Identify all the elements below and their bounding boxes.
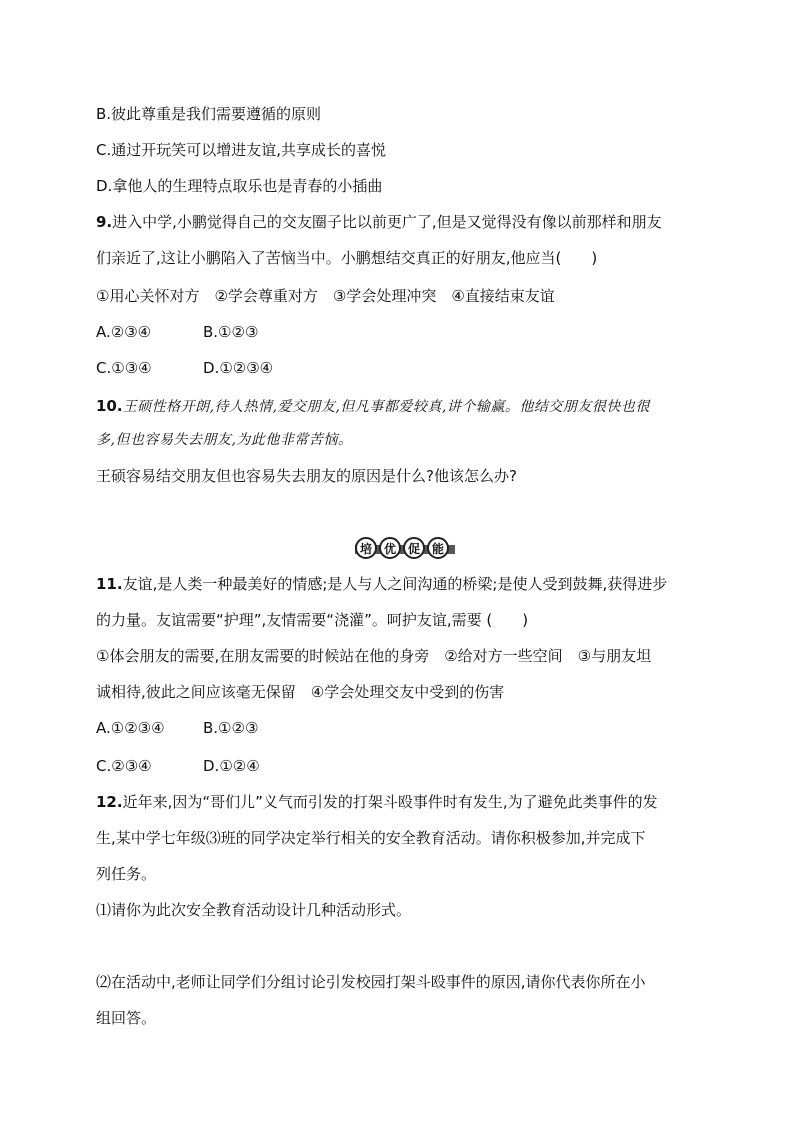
question-11-option-a[interactable]: A.①②③④ xyxy=(96,719,165,737)
question-12-line1 xyxy=(96,792,658,812)
option-b-prev: B.彼此尊重是我们需要遵循的原则 xyxy=(96,105,322,123)
question-12-sub1: ⑴请你为此次安全教育活动设计几种活动形式。 xyxy=(96,901,412,919)
question-11-option-c[interactable]: C.②③④ xyxy=(96,757,152,775)
question-11-line2: 的力量。友谊需要“护理”,友情需要“浇灌”。呵护友谊,需要 ( ) xyxy=(96,611,529,629)
question-9-statements: ①用心关怀对方 ②学会尊重对方 ③学会处理冲突 ④直接结束友谊 xyxy=(96,287,555,305)
question-12-sub2-line1: ⑵在活动中,老师让同学们分组讨论引发校园打架斗殴事件的原因,请你代表你所在小 xyxy=(96,973,646,991)
question-11-statements2: 诚相待,彼此之间应该毫无保留 ④学会处理交友中受到的伤害 xyxy=(96,683,505,701)
question-12-line2: 生,某中学七年级⑶班的同学决定举行相关的安全教育活动。请你积极参加,并完成下 xyxy=(96,829,646,847)
question-9-option-b[interactable]: B.①②③ xyxy=(203,323,259,341)
question-9-option-c[interactable]: C.①③④ xyxy=(96,359,152,377)
question-9-number: 9. xyxy=(96,213,113,231)
section-badge-char: 促 xyxy=(403,537,425,559)
question-12-sub2-line2: 组回答。 xyxy=(96,1009,157,1027)
section-badge xyxy=(355,537,455,561)
question-12-line3: 列任务。 xyxy=(96,865,157,883)
question-11-statements1: ①体会朋友的需要,在朋友需要的时候站在他的身旁 ②给对方一些空间 ③与朋友坦 xyxy=(96,647,652,665)
question-9-line1 xyxy=(96,212,662,232)
question-10-line2: 多,但也容易失去朋友,为此他非常苦恼。 xyxy=(96,432,353,448)
question-9-option-d[interactable]: D.①②③④ xyxy=(203,359,274,377)
question-12-text1: 近年来,因为“哥们儿”义气而引发的打架斗殴事件时有发生,为了避免此类事件的发 xyxy=(122,793,658,811)
section-badge-char: 能 xyxy=(427,537,449,559)
question-9-line2: 们亲近了,这让小鹏陷入了苦恼当中。小鹏想结交真正的好朋友,他应当( ) xyxy=(96,249,598,267)
question-9-text1: 进入中学,小鹏觉得自己的交友圈子比以前更广了,但是又觉得没有像以前那样和朋友 xyxy=(112,213,662,231)
question-10-number: 10. xyxy=(96,397,123,415)
question-11-option-b[interactable]: B.①②③ xyxy=(203,719,259,737)
question-11-line1 xyxy=(96,574,667,594)
question-11-text1: 友谊,是人类一种最美好的情感;是人与人之间沟通的桥梁;是使人受到鼓舞,获得进步 xyxy=(122,575,668,593)
section-badge-char: 优 xyxy=(379,537,401,559)
option-c-prev: C.通过开玩笑可以增进友谊,共享成长的喜悦 xyxy=(96,141,387,159)
question-12-number: 12. xyxy=(96,793,123,811)
question-9-option-a[interactable]: A.②③④ xyxy=(96,323,152,341)
question-11-option-d[interactable]: D.①②④ xyxy=(203,757,260,775)
section-badge-char: 培 xyxy=(355,537,377,559)
question-10-question: 王硕容易结交朋友但也容易失去朋友的原因是什么?他该怎么办? xyxy=(96,467,517,485)
question-11-number: 11. xyxy=(96,575,123,593)
question-10-line1 xyxy=(96,396,650,417)
option-d-prev: D.拿他人的生理特点取乐也是青春的小插曲 xyxy=(96,177,383,195)
question-10-text1: 王硕性格开朗,待人热情,爱交朋友,但凡事都爱较真,讲个输赢。他结交朋友很快也很 xyxy=(122,399,650,415)
